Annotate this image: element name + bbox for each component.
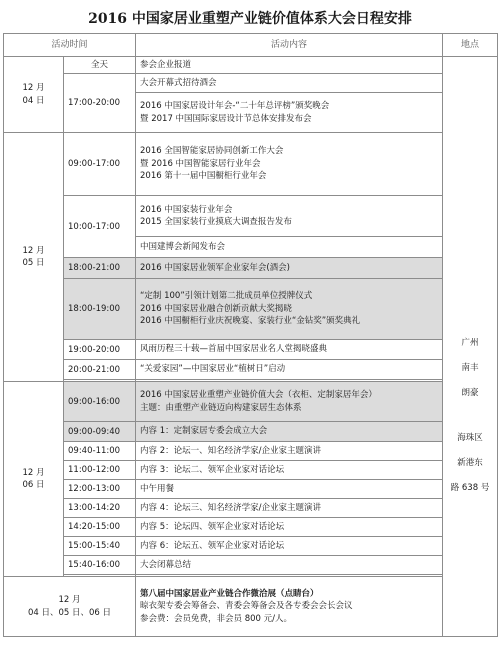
time-cell: 19:00-20:00 (64, 340, 136, 360)
date-day: 06 日 (22, 480, 45, 490)
content-cell: 第八届中国家居业产业链合作微洽展（点睛台） 晾衣架专委会筹备会、青委会筹备会及各专委会会长会议 参会费：会员免费，非会员 800 元/人。 (136, 577, 443, 637)
table-row (4, 258, 498, 279)
content-cell: 内容 3：论坛二、领军企业家对话论坛 (136, 461, 443, 480)
date-day: 04 日 (22, 95, 45, 106)
table-row (4, 499, 498, 518)
content-cell: 内容 4：论坛三、知名经济学家/企业家主题演讲 (136, 499, 443, 518)
time-cell: 11:00-12:00 (64, 461, 136, 480)
date-cell-06 (4, 382, 64, 577)
time-cell: 09:40-11:00 (64, 442, 136, 461)
time-cell: 全天 (64, 57, 136, 74)
content-cell: 内容 1：定制家居专委会成立大会 (136, 422, 443, 442)
time-cell: 14:20-15:00 (64, 518, 136, 537)
content-cell: 风雨历程三十载—首届中国家居业名人堂揭晓盛典 (136, 340, 443, 360)
table-header-row (4, 34, 498, 57)
table-row (4, 360, 498, 380)
content-cell: 2016 中国家居设计年会-“二十年总评榜”颁奖晚会 暨 2017 中国国际家居设计节总体安排发布会 (136, 93, 443, 133)
location-cell (443, 57, 498, 637)
table-row (4, 480, 498, 499)
content-cell: 2016 全国智能家居协同创新工作大会 暨 2016 中国智能家居行业年会 2016 第十一届中国橱柜行业年会 (136, 133, 443, 196)
table-row (4, 577, 498, 637)
table-row (4, 461, 498, 480)
location-line: 南丰 (461, 362, 479, 373)
page-title: 2016 中国家居业重塑产业链价值体系大会日程安排 (88, 11, 412, 27)
header-location: 地点 (443, 34, 498, 57)
table-row (4, 422, 498, 442)
location-line: 新港东 (457, 457, 483, 468)
date-day: 05 日 (22, 258, 45, 268)
date-month: 12 月 (22, 83, 45, 93)
time-cell: 09:00-09:40 (64, 422, 136, 442)
content-cell: 2016 中国家居业重塑产业链价值大会（衣柜、定制家居年会） 主题：由重塑产业链迈向构建家居生态体系 (136, 382, 443, 422)
header-content: 活动内容 (136, 34, 443, 57)
location-line: 路 638 号 (450, 482, 490, 493)
time-cell: 15:00-15:40 (64, 537, 136, 556)
time-cell: 09:00-16:00 (64, 382, 136, 422)
content-cell: 2016 中国家装行业年会 2015 全国家装行业摸底大调查报告发布 (136, 196, 443, 237)
time-cell: 17:00-20:00 (64, 74, 136, 133)
table-row (4, 382, 498, 422)
table-row (4, 340, 498, 360)
content-cell: 参会企业报道 (136, 57, 443, 74)
location-line: 海珠区 (457, 432, 483, 443)
time-cell: 18:00-21:00 (64, 258, 136, 279)
table-row (4, 74, 498, 93)
content-cell: 中午用餐 (136, 480, 443, 499)
date-month: 12 月 (22, 467, 45, 478)
content-cell: “关爱家园”—中国家居业“植树日”启动 (136, 360, 443, 380)
time-cell: 09:00-17:00 (64, 133, 136, 196)
table-row (4, 537, 498, 556)
time-cell: 15:40-16:00 (64, 556, 136, 575)
content-cell: 内容 2：论坛一、知名经济学家/企业家主题演讲 (136, 442, 443, 461)
content-cell: 内容 6：论坛五、领军企业家对话论坛 (136, 537, 443, 556)
date-day: 04 日、05 日、06 日 (27, 607, 112, 618)
time-cell: 10:00-17:00 (64, 196, 136, 258)
time-cell: 18:00-19:00 (64, 279, 136, 340)
content-cell: 内容 5：论坛四、领军企业家对话论坛 (136, 518, 443, 537)
content-cell: “定制 100”引领计划第二批成员单位授牌仪式 2016 中国家居业融合创新贡献大奖揭晓 2016 中国橱柜行业庆祝晚宴、家装行业“金钻奖”颁奖典礼 (136, 279, 443, 340)
table-row (4, 133, 498, 196)
content-cell: 大会开幕式招待酒会 (136, 74, 443, 93)
content-cell: 大会闭幕总结 (136, 556, 443, 575)
time-cell: 20:00-21:00 (64, 360, 136, 380)
location-line: 广州 (461, 337, 479, 348)
header-time: 活动时间 (4, 34, 136, 57)
date-month: 12 月 (58, 595, 81, 605)
table-row (4, 196, 498, 237)
table-row (4, 556, 498, 575)
date-cell-all (4, 577, 136, 637)
table-row (4, 518, 498, 537)
content-cell: 2016 中国家居业领军企业家年会(酒会) (136, 258, 443, 279)
date-cell-05 (4, 133, 64, 382)
date-month: 12 月 (22, 245, 45, 256)
table-row (4, 57, 498, 74)
table-row (4, 279, 498, 340)
schedule-table (3, 33, 498, 637)
date-cell-04 (4, 57, 64, 133)
content-cell: 中国建博会新闻发布会 (136, 237, 443, 258)
location-line: 朗豪 (461, 387, 479, 398)
time-cell: 12:00-13:00 (64, 480, 136, 499)
table-row (4, 442, 498, 461)
time-cell: 13:00-14:20 (64, 499, 136, 518)
